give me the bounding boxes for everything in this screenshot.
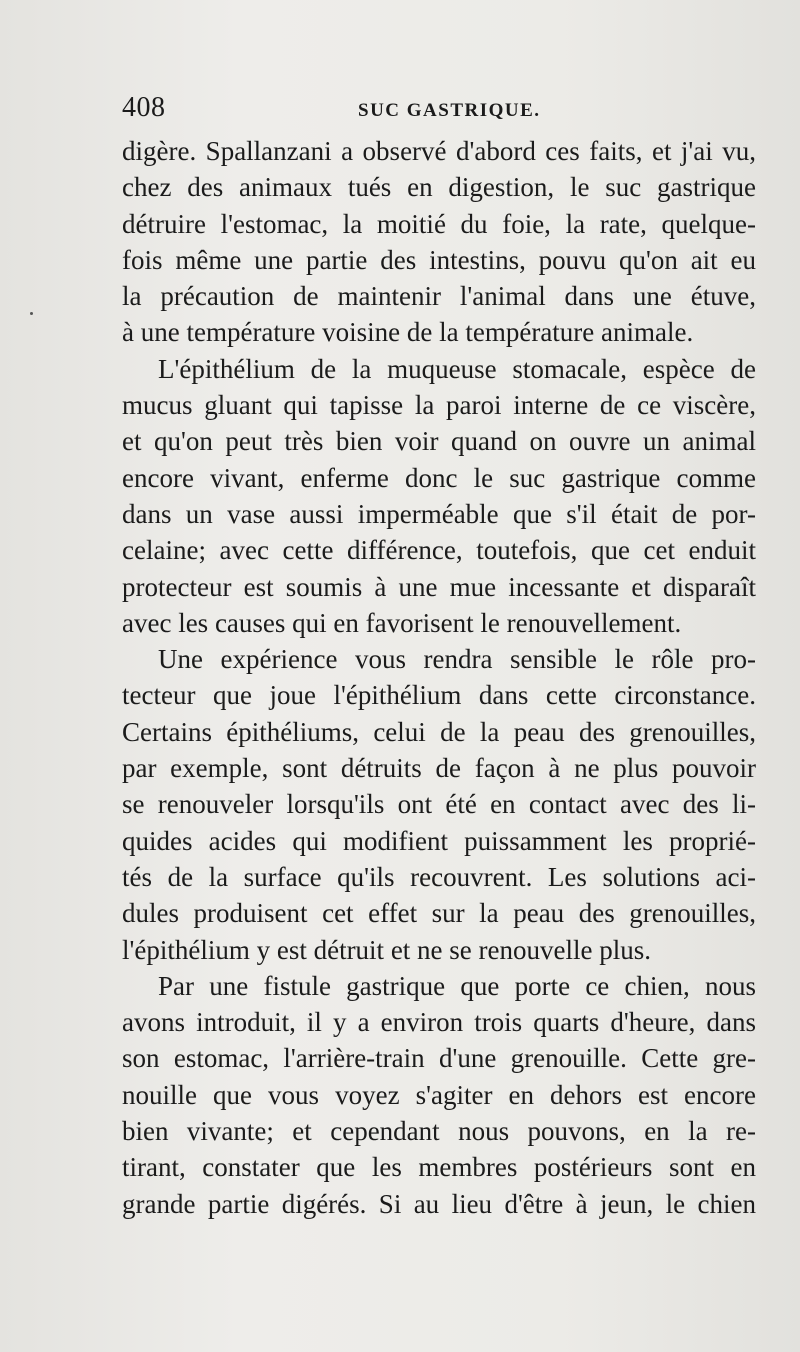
text-line: tirant, constater que les membres postérieurs sont en: [122, 1152, 756, 1183]
text-line: celaine; avec cette différence, toutefois, que cet enduit: [122, 535, 756, 566]
text-line: dules produisent cet effet sur la peau des grenouilles,: [122, 898, 756, 929]
page-header: [122, 92, 754, 132]
text-line: digère. Spallanzani a observé d'abord ces faits, et j'ai vu,: [122, 136, 756, 166]
text-line: quides acides qui modifient puissamment les proprié-: [122, 825, 756, 856]
text-line: avec les causes qui en favorisent le renouvellement.: [122, 607, 682, 638]
text-line: l'épithélium y est détruit et ne se renouvelle plus.: [122, 934, 651, 965]
text-line: et qu'on peut très bien voir quand on ouvre un animal: [122, 426, 756, 457]
text-line: chez des animaux tués en digestion, le suc gastrique: [122, 172, 756, 203]
text-line: Certains épithéliums, celui de la peau des grenouilles,: [122, 716, 756, 747]
text-line: à une température voisine de la température animale.: [122, 317, 694, 348]
text-line: Par une fistule gastrique que porte ce chien, nous: [158, 970, 756, 1001]
text-line: Une expérience vous rendra sensible le rôle pro-: [158, 644, 756, 675]
text-line: bien vivante; et cependant nous pouvons, en la re-: [122, 1116, 756, 1147]
text-line: protecteur est soumis à une mue incessante et disparaît: [122, 571, 756, 602]
text-line: tecteur que joue l'épithélium dans cette circonstance.: [122, 680, 756, 711]
text-line: L'épithélium de la muqueuse stomacale, espèce de: [158, 353, 756, 384]
text-line: fois même une partie des intestins, pouvu qu'on ait eu: [122, 244, 756, 275]
running-head: SUC GASTRIQUE.: [358, 100, 541, 121]
page-number: 408: [122, 92, 166, 123]
text-line: nouille que vous voyez s'agiter en dehors est encore: [122, 1079, 756, 1110]
text-line: encore vivant, enferme donc le suc gastrique comme: [122, 462, 756, 493]
text-line: son estomac, l'arrière-train d'une grenouille. Cette gre-: [122, 1043, 756, 1074]
text-line: la précaution de maintenir l'animal dans une étuve,: [122, 281, 756, 312]
body-text: [122, 133, 756, 1222]
text-line: mucus gluant qui tapisse la paroi interne de ce viscère,: [122, 390, 756, 421]
text-line: détruire l'estomac, la moitié du foie, la rate, quelque-: [122, 208, 756, 239]
text-line: tés de la surface qu'ils recouvrent. Les solutions aci-: [122, 861, 756, 892]
text-line: se renouveler lorsqu'ils ont été en contact avec des li-: [122, 789, 756, 820]
text-line: grande partie digérés. Si au lieu d'être à jeun, le chien: [122, 1188, 756, 1219]
margin-mark: [30, 312, 33, 315]
text-line: par exemple, sont détruits de façon à ne plus pouvoir: [122, 753, 756, 784]
text-line: dans un vase aussi imperméable que s'il était de por-: [122, 498, 756, 529]
text-line: avons introduit, il y a environ trois quarts d'heure, dans: [122, 1007, 756, 1038]
